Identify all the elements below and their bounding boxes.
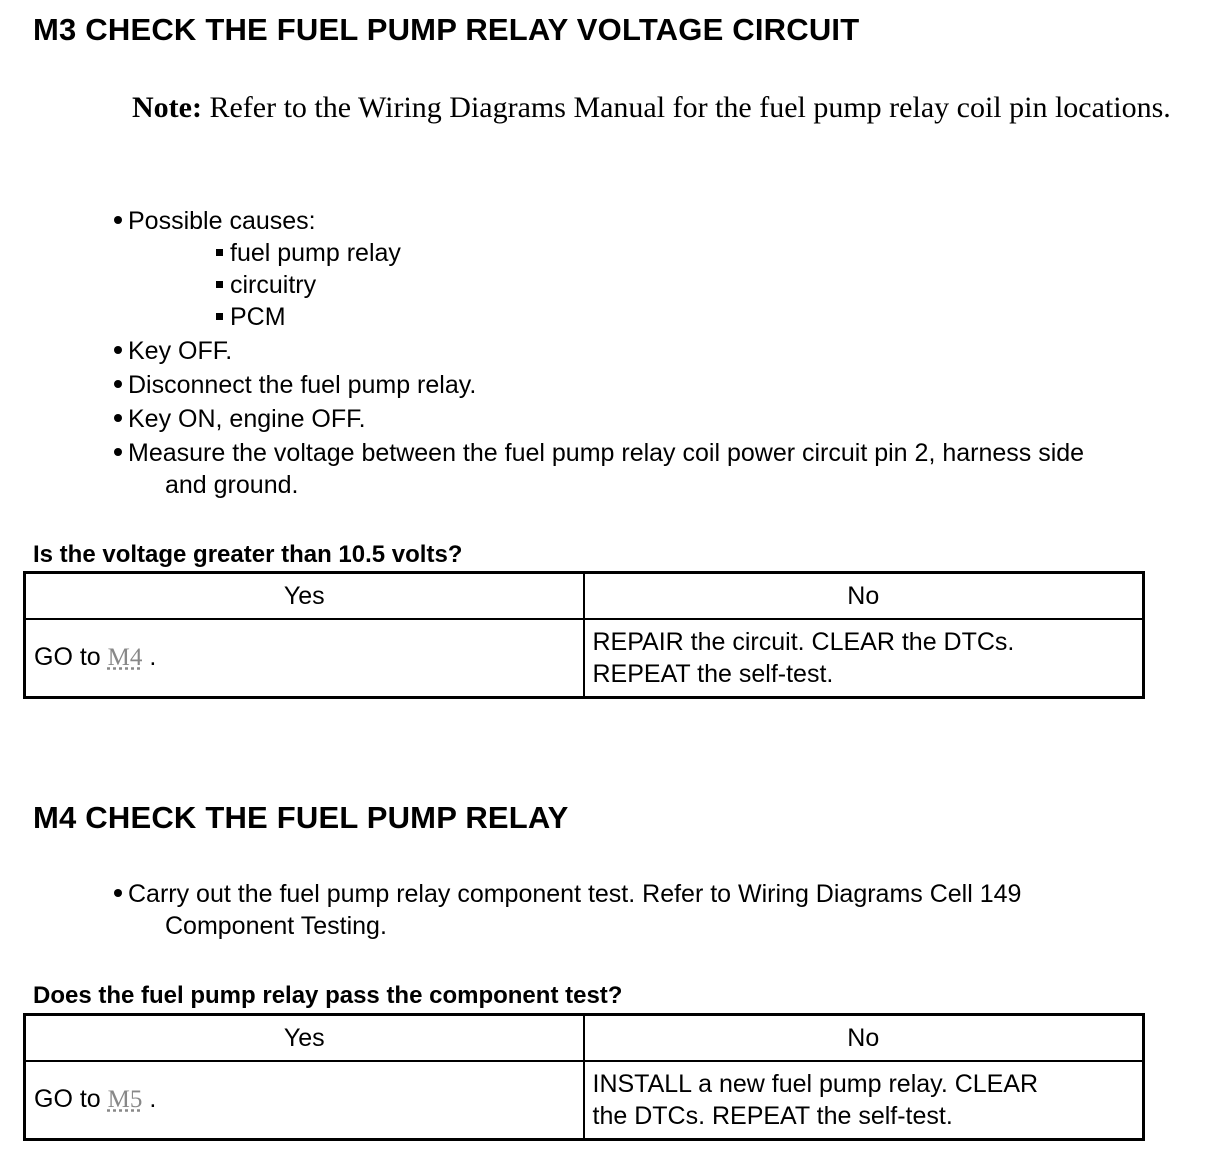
bullet-icon: [114, 414, 122, 422]
step-item: Carry out the fuel pump relay component test. Refer to Wiring Diagrams Cell 149: [114, 878, 1021, 911]
step-item: Disconnect the fuel pump relay.: [114, 369, 476, 402]
possible-causes: Possible causes:: [114, 205, 316, 238]
yes-cell: GO to M4 .: [25, 619, 584, 697]
bullet-icon: [114, 216, 122, 224]
step-item: Key ON, engine OFF.: [114, 403, 366, 436]
yes-cell: GO to M5 .: [25, 1061, 584, 1139]
bullet-icon: [114, 889, 122, 897]
m3-note: [132, 89, 1172, 127]
square-bullet-icon: [216, 249, 223, 256]
no-cell: INSTALL a new fuel pump relay. CLEAR the DTCs. REPEAT the self-test.: [584, 1061, 1144, 1139]
square-bullet-icon: [216, 281, 223, 288]
step-item: Measure the voltage between the fuel pump relay coil power circuit pin 2, harness side: [114, 437, 1084, 470]
step-continuation: Component Testing.: [165, 912, 387, 940]
note-label: Note:: [132, 91, 202, 124]
go-to-m5-link[interactable]: M5: [107, 1086, 143, 1114]
step-item: Key OFF.: [114, 335, 232, 368]
step-continuation: and ground.: [165, 471, 299, 499]
no-cell: REPAIR the circuit. CLEAR the DTCs. REPEAT the self-test.: [584, 619, 1144, 697]
note-text: Refer to the Wiring Diagrams Manual for the fuel pump relay coil pin locations.: [209, 91, 1171, 124]
m4-result-table: [23, 1013, 1145, 1141]
cause-item: circuitry: [216, 269, 316, 302]
m3-result-table: [23, 571, 1145, 699]
m4-heading: M4 CHECK THE FUEL PUMP RELAY: [33, 800, 569, 835]
yes-header: Yes: [25, 573, 584, 620]
go-to-m4-link[interactable]: M4: [107, 644, 143, 672]
no-header: No: [584, 573, 1144, 620]
bullet-icon: [114, 380, 122, 388]
bullet-icon: [114, 448, 122, 456]
m3-heading: M3 CHECK THE FUEL PUMP RELAY VOLTAGE CIRCUIT: [33, 12, 860, 47]
yes-header: Yes: [25, 1015, 584, 1062]
m4-question: Does the fuel pump relay pass the component test?: [33, 982, 623, 1009]
bullet-icon: [114, 346, 122, 354]
square-bullet-icon: [216, 313, 223, 320]
cause-item: fuel pump relay: [216, 237, 401, 270]
cause-item: PCM: [216, 301, 286, 334]
no-header: No: [584, 1015, 1144, 1062]
m3-question: Is the voltage greater than 10.5 volts?: [33, 541, 463, 568]
